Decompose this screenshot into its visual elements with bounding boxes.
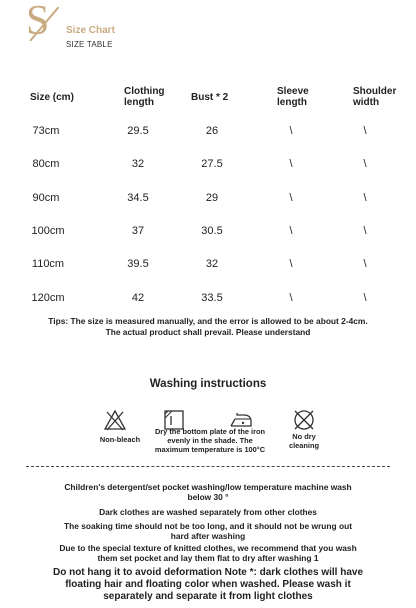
care-note-3-line-2: hard after washing: [170, 531, 246, 541]
column-header-bust: Bust * 2: [191, 92, 229, 103]
iron-label-line-1: Dry the bottom plate of the iron: [154, 427, 266, 436]
care-note-5-line-2: floating hair and floating color when washed. Please wash it: [65, 579, 351, 590]
washing-instructions-title: Washing instructions: [149, 378, 267, 390]
care-note-4: [20, 543, 396, 563]
bust-cell: 33.5: [201, 292, 223, 304]
tips-line-2: The actual product shall prevail. Please understand: [105, 327, 311, 337]
sleeve-length-cell: \: [289, 292, 293, 304]
no-dry-label-line-1: No dry: [292, 432, 316, 441]
size-chart-header: [26, 0, 226, 49]
table-row: [0, 225, 416, 239]
size-cell: 80cm: [32, 158, 60, 170]
no-dry-label-line-2: cleaning: [289, 441, 319, 450]
shoulder-width-cell: \: [363, 258, 367, 270]
clothing-length-cell: 32: [131, 158, 145, 170]
size-cell: 90cm: [32, 192, 60, 204]
shoulder-width-cell: \: [363, 158, 367, 170]
size-cell: 100cm: [31, 225, 65, 237]
table-row: [0, 158, 416, 172]
bust-cell: 32: [205, 258, 219, 270]
clothing-length-cell: 34.5: [127, 192, 149, 204]
no-dry-clean-label: [276, 432, 332, 450]
sleeve-length-cell: \: [289, 225, 293, 237]
table-row: [0, 292, 416, 306]
sleeve-length-cell: \: [289, 192, 293, 204]
column-header-size: Size (cm): [30, 92, 74, 103]
sleeve-length-cell: \: [289, 158, 293, 170]
clothing-length-cell: 39.5: [127, 258, 149, 270]
bust-cell: 27.5: [201, 158, 223, 170]
column-header-clothing-length: Clothing length: [124, 86, 165, 108]
iron-label-line-2: evenly in the shade. The: [167, 436, 253, 445]
sleeve-length-cell: \: [289, 125, 293, 137]
table-row: [0, 258, 416, 272]
tips-line-1: Tips: The size is measured manually, and the error is allowed to be about 2-4cm.: [48, 316, 368, 326]
bust-cell: 29: [205, 192, 219, 204]
care-note-1-line-2: below 30 °: [187, 492, 229, 502]
table-row: [0, 192, 416, 206]
no-bleach-icon: [102, 409, 128, 431]
shoulder-width-cell: \: [363, 125, 367, 137]
column-header-shoulder-width: Shoulder width: [353, 86, 397, 108]
iron-label-line-3: maximum temperature is 100°C: [154, 445, 266, 454]
size-chart-title: Size Chart: [66, 25, 115, 36]
clothing-length-cell: 37: [131, 225, 145, 237]
size-cell: 73cm: [32, 125, 60, 137]
care-note-4-line-1: Due to the special texture of knitted clothes, we recommend that you wash: [59, 543, 357, 553]
care-note-5-line-1: Do not hang it to avoid deformation Note *: dark clothes will have: [52, 567, 364, 578]
sleeve-length-cell: \: [289, 258, 293, 270]
shoulder-width-cell: \: [363, 292, 367, 304]
care-note-3-line-1: The soaking time should not be too long, and it should not be wrung out: [64, 521, 352, 531]
clothing-length-cell: 42: [131, 292, 145, 304]
size-cell: 120cm: [31, 292, 65, 304]
care-note-1: [20, 482, 396, 502]
care-note-5-line-3: separately and separate it from light clothes: [103, 591, 313, 602]
shoulder-width-cell: \: [363, 225, 367, 237]
care-note-5: [20, 567, 396, 603]
size-tips: [0, 316, 416, 338]
no-bleach-label: Non-bleach: [99, 435, 141, 444]
table-header-row: [0, 84, 416, 116]
bust-cell: 26: [205, 125, 219, 137]
table-row: [0, 125, 416, 139]
clothing-length-cell: 29.5: [127, 125, 149, 137]
shoulder-width-cell: \: [363, 192, 367, 204]
column-header-sleeve-length: Sleeve length: [277, 86, 309, 108]
dashed-divider: [26, 466, 390, 467]
bust-cell: 30.5: [201, 225, 223, 237]
care-note-3: [20, 521, 396, 541]
size-table-subtitle: SIZE TABLE: [66, 40, 113, 49]
brand-logo: S: [26, 0, 50, 44]
size-cell: 110cm: [31, 258, 65, 270]
care-note-4-line-2: them set pocket and lay them flat to dry after washing 1: [97, 553, 319, 563]
no-dry-clean-icon: [291, 408, 317, 432]
care-note-1-line-1: Children's detergent/set pocket washing/low temperature machine wash: [64, 482, 352, 492]
iron-shade-dry-label: [140, 427, 280, 454]
care-note-2: [20, 507, 396, 517]
care-note-2-line: Dark clothes are washed separately from other clothes: [99, 507, 317, 517]
